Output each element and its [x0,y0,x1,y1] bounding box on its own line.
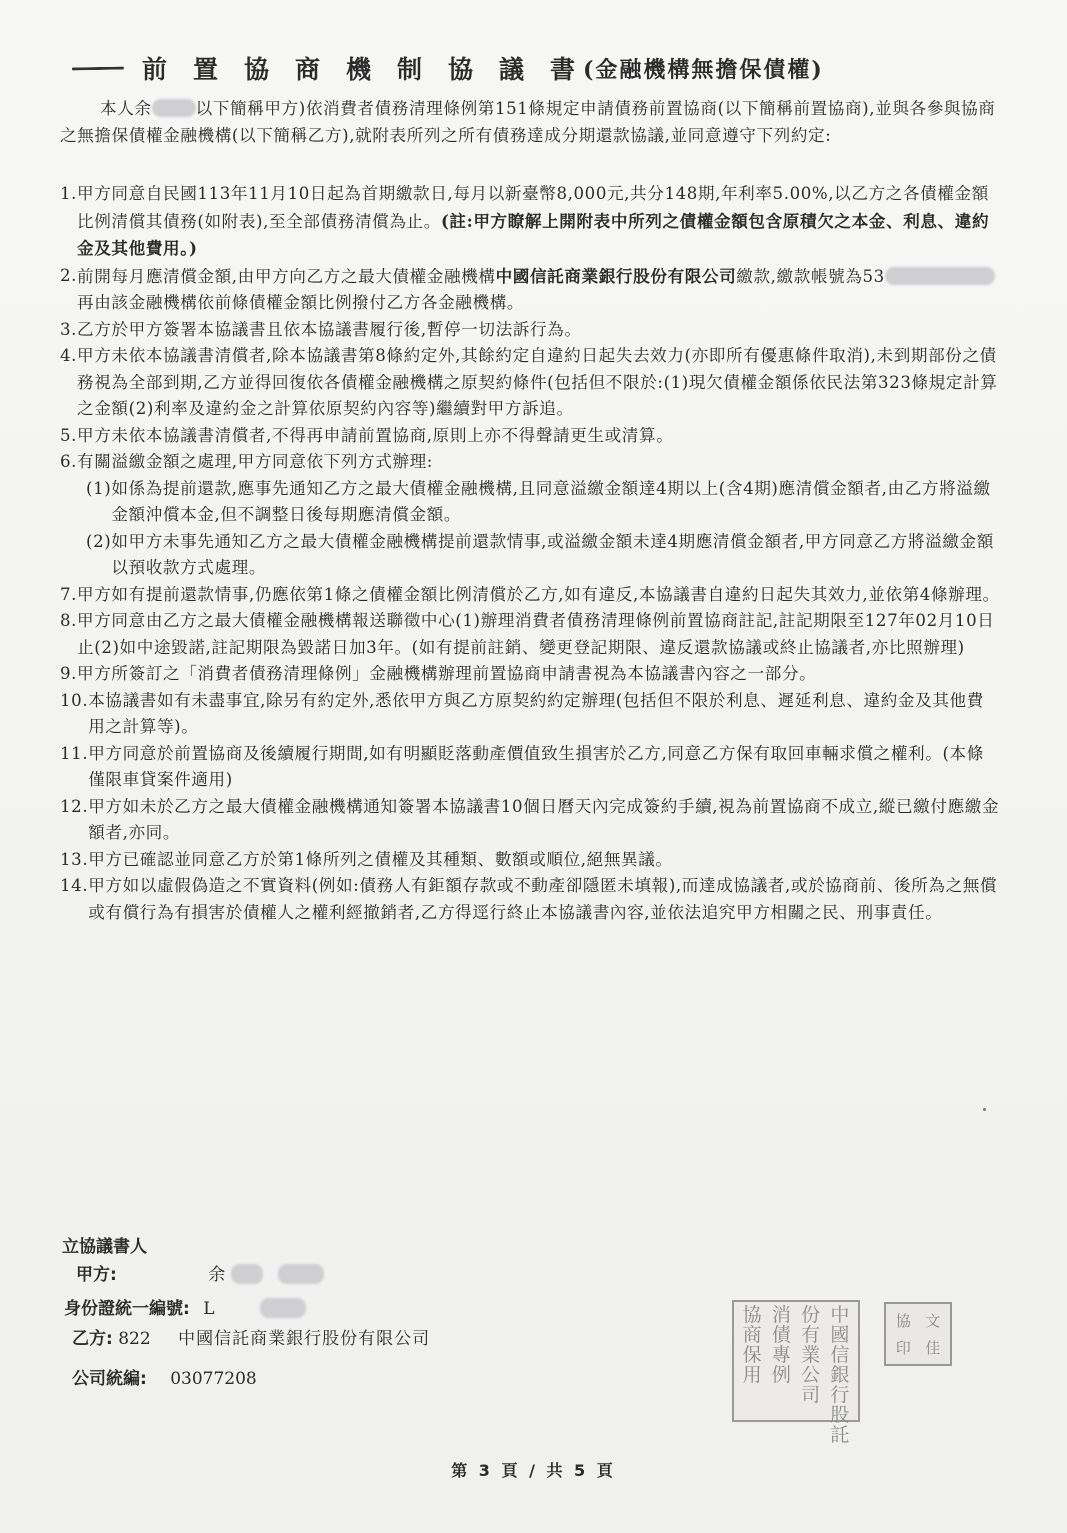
redacted-party-a-2 [278,1264,324,1284]
clause-text: 本協議書如有未盡事宜,除另有約定外,悉依甲方與乙方原契約約定辦理(包括但不限於利息、遲延利息、違約金及其他費用之計算等)。 [88,690,984,736]
seal-glyph: 專 [771,1344,791,1366]
redacted-name [152,99,196,117]
sub-clause-number: (2) [86,531,112,551]
agreement-body [60,96,1000,926]
company-id-row [72,1364,257,1389]
sub-clause-text: 如甲方未事先通知乙方之最大債權金融機構提前還款情事,或溢繳金額未達4期應清償金額者,甲方同意乙方將溢繳金額以預收款方式處理。 [111,531,994,577]
id-number-label: 身份證統一編號: [64,1299,190,1319]
seal-glyph: 業 [801,1344,821,1366]
seal-glyph: 消 [771,1304,791,1326]
intro-paragraph [60,96,1000,149]
signatories-heading: 立協議書人 [62,1237,147,1257]
seal-glyph: 銀 [830,1364,850,1386]
party-b-label: 乙方: [72,1329,113,1349]
clause-number: 12. [60,796,89,816]
clause-text: 甲方所簽訂之「消費者債務清理條例」金融機構辦理前置協商申請書視為本協議書內容之一部分。 [77,664,817,683]
sub-clause-2 [60,529,1000,582]
sub-clause-number: (1) [86,478,112,498]
clause-number: 13. [60,849,89,869]
representative-seal-stamp [884,1302,952,1366]
seal-glyph: 印 [895,1339,911,1358]
sub-clause-1 [60,476,1000,529]
seal-glyph: 信 [830,1344,850,1366]
party-b-name: 中國信託商業銀行股份有限公司 [178,1329,431,1349]
seal-glyph: 國 [830,1324,850,1346]
clause-7 [60,582,1000,609]
clause-13 [60,847,1000,874]
clause-text: 甲方已確認並同意乙方於第1條所列之債權及其種類、數額或順位,絕無異議。 [88,849,673,869]
seal-glyph [738,1406,766,1425]
party-b-row [72,1324,430,1349]
clause-number: 6. [60,452,78,471]
clause-11 [60,741,1000,794]
sub-clause-text: 如係為提前還款,應事先通知乙方之最大債權金融機構,且同意溢繳金額達4期以上(含4期)應清償金額者,由乙方將溢繳金額沖償本金,但不調整日後每期應清償金額。 [111,478,991,524]
seal-glyph: 有 [801,1324,821,1346]
id-number-row [64,1294,306,1319]
seal-glyph: 公 [801,1364,821,1386]
title-main: 前置協商機制協議書 [142,55,602,84]
clause-number: 11. [60,743,89,763]
seal-glyph: 商 [742,1324,762,1346]
clause-1 [60,181,1000,263]
clause-text: 有關溢繳金額之處理,甲方同意依下列方式辦理: [77,452,433,471]
seal-glyph [738,1386,766,1405]
clause-5 [60,423,1000,450]
clause-14 [60,873,1000,926]
clause-text: 甲方如未於乙方之最大債權金融機構通知簽署本協議書10個日曆天內完成簽約手續,視為前置協商不成立,縱已繳付應繳金額者,亦同。 [88,796,1000,842]
seal-glyph [797,1406,825,1425]
seal-glyph: 託 [830,1424,850,1446]
seal-glyph: 例 [771,1364,791,1386]
seal-glyph: 保 [742,1344,762,1366]
seal-glyph: 協 [742,1304,762,1326]
id-number-value: L [203,1299,215,1319]
seal-glyph: 債 [771,1324,791,1346]
seal-glyph: 行 [830,1384,850,1406]
clause-text: 繳款,繳款帳號為53 [736,266,885,286]
clause-number: 3. [60,319,78,339]
clause-number: 4. [60,346,78,365]
title-subtitle: (金融機構無擔保債權) [583,56,824,83]
party-a-row [76,1260,324,1285]
seal-glyph: 份 [801,1304,821,1326]
seal-glyph: 協 [895,1311,911,1330]
clause-6 [60,449,1000,476]
title-dash-mark [72,66,124,70]
seal-glyph [767,1406,795,1425]
redacted-party-a [231,1264,263,1284]
clause-number: 1. [60,184,78,203]
clause-text: 甲方同意自民國113年11月10日起為首期繳款日,每月以新臺幣8,000元,共分148期,年利率5.00%,以乙方之各債權金額比例清償其債務(如附表),至全部債務清償為止。 [77,184,989,231]
clause-8 [60,608,1000,661]
clause-text: 甲方如以虛假偽造之不實資料(例如:債務人有鉅額存款或不動產卻隱匿未填報),而達成協議者,或於協商前、後所為之無償或有償行為有損害於債權人之權利經撤銷者,乙方得逕行終止本協議書內容,並依法追究甲方相關之民、刑事責任。 [88,876,998,922]
clause-text: 甲方未依本協議書清償者,不得再申請前置協商,原則上亦不得聲請更生或清算。 [77,425,674,445]
seal-glyph: 佳 [925,1339,941,1358]
party-a-value: 余 [208,1265,226,1285]
seal-glyph [738,1426,766,1445]
intro-text-2: 以下簡稱甲方)依消費者債務清理條例第151條規定申請債務前置協商(以下簡稱前置協商),並與各參與協商之無擔保債權金融機構(以下簡稱乙方),就附表所列之所有債務達成分期還款協議,並同意遵守下列約定: [60,99,996,145]
seal-glyph: 司 [801,1384,821,1406]
bank-seal-stamp [732,1300,860,1446]
redacted-id [260,1298,306,1318]
redacted-account [885,267,995,285]
clause-text: 甲方同意於前置協商及後續履行期間,如有明顯貶落動產價值致生損害於乙方,同意乙方保有取回車輛求償之權利。(本條僅限車貸案件適用) [88,743,984,789]
clause-text: 前開每月應清償金額,由甲方向乙方之最大債權金融機構 [77,266,496,286]
party-a-label: 甲方: [76,1265,117,1285]
seal-glyph [767,1426,795,1445]
party-b-code: 822 [118,1329,151,1349]
clause-10 [60,688,1000,741]
document-title [72,50,1012,86]
clause-3 [60,317,1000,344]
clause-9 [60,661,1000,688]
company-id-value: 03077208 [170,1369,257,1389]
clause-text: 乙方於甲方簽署本協議書且依本協議書履行後,暫停一切法訴行為。 [77,319,582,339]
paper-speck [983,1108,986,1111]
seal-glyph [767,1386,795,1405]
clause-number: 9. [60,664,78,683]
seal-glyph: 中 [830,1304,850,1326]
clause-text: 再由該金融機構依前條債權金額比例撥付乙方各金融機構。 [77,293,525,312]
clause-text: 甲方如有提前還款情事,仍應依第1條之債權金額比例清償於乙方,如有違反,本協議書自違約日起失其效力,並依第4條辦理。 [77,584,1000,604]
seal-glyph: 股 [830,1404,850,1426]
clause-2 [60,263,1000,317]
clause-number: 2. [60,265,78,285]
seal-glyph: 用 [742,1364,762,1386]
intro-text-1: 本人余 [100,99,152,118]
clause-4 [60,343,1000,423]
clause-12 [60,794,1000,847]
clause-number: 7. [60,584,78,604]
page-number-footer: 第 3 頁 / 共 5 頁 [451,1461,616,1480]
clause-note: (註:甲方瞭解上開附表中所列之債權金額包含原積欠之本金、利息、違約金及其他費用。) [77,210,990,258]
clause-text: 甲方同意由乙方之最大債權金融機構報送聯徵中心(1)辦理消費者債務清理條例前置協商註記,註記期限至127年02月10日止(2)如中途毀諾,註記期限為毀諾日加3年。(如有提前註銷、變更登記期限、違反還款協議或終止協議者,亦比照辦理) [77,611,995,657]
seal-glyph [797,1426,825,1445]
seal-glyph: 文 [925,1311,941,1330]
bank-name: 中國信託商業銀行股份有限公司 [495,265,737,286]
clause-text: 甲方未依本協議書清償者,除本協議書第8條約定外,其餘約定自違約日起失去效力(亦即所有優惠條件取消),未到期部份之債務視為全部到期,乙方並得回復依各債權金融機構之原契約條件(包括但不限於:(1)現欠債權金額係依民法第323條規定計算之金額(2)利率及違約金之計算依原契約內容等)繼續對甲方訴追。 [77,346,998,418]
company-id-label: 公司統編: [72,1369,147,1389]
clause-number: 14. [60,876,89,895]
clause-number: 5. [60,425,78,445]
clause-number: 10. [60,690,89,710]
clause-number: 8. [60,611,78,630]
